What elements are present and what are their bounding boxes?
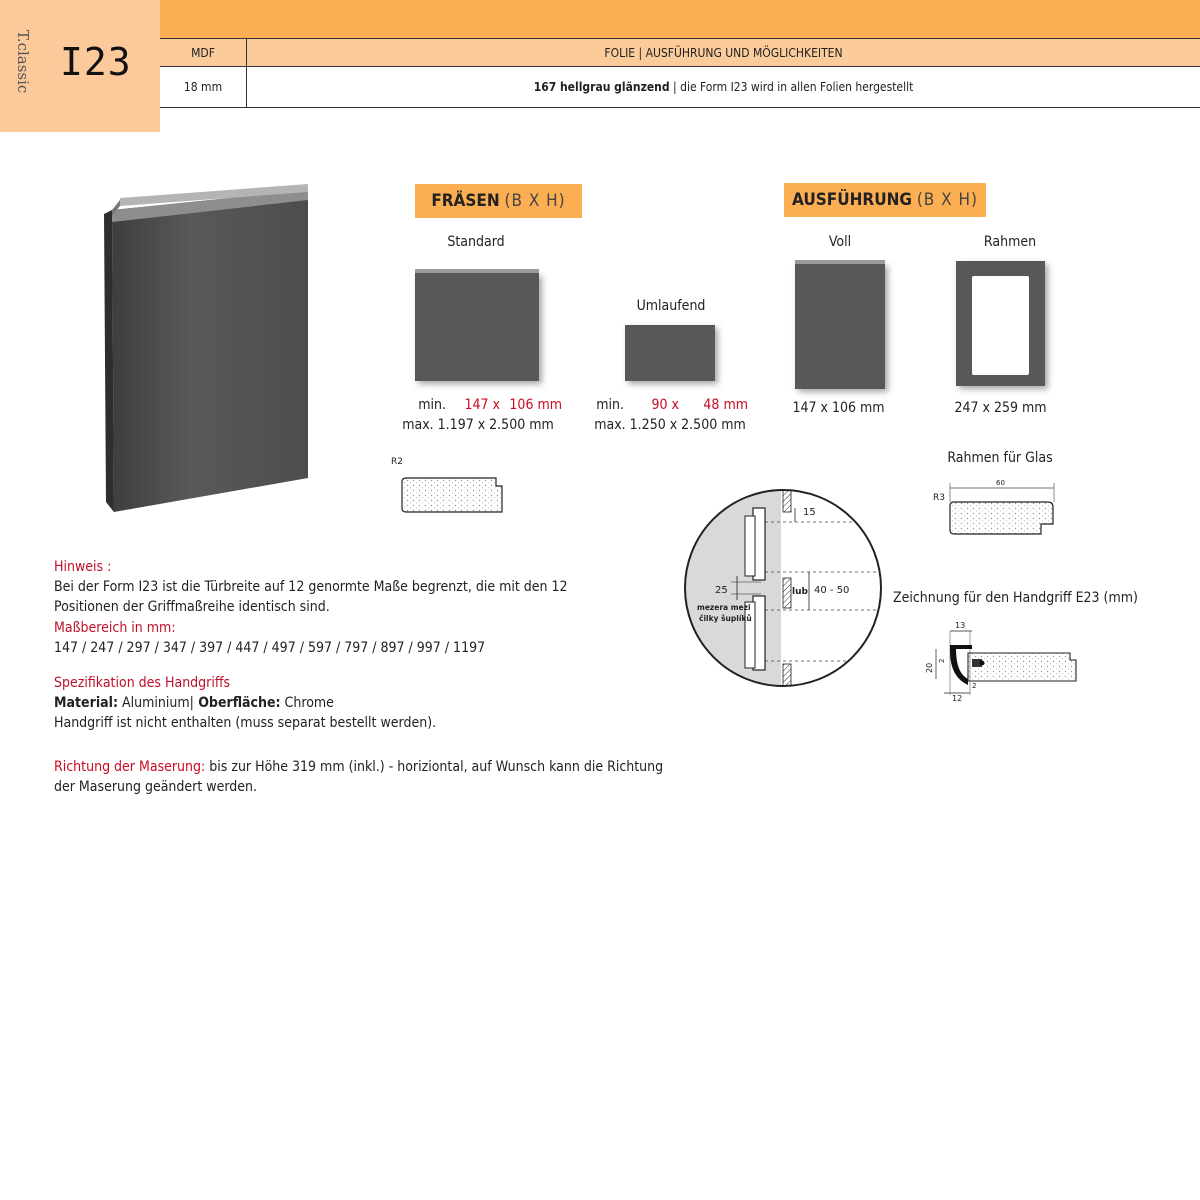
standard-label: Standard [447, 234, 505, 250]
svg-text:25: 25 [715, 585, 728, 596]
grain-direction-line-2: der Maserung geändert werden. [54, 779, 257, 795]
svg-text:13: 13 [955, 621, 966, 630]
svg-text:čilky šuplíků: čilky šuplíků [699, 614, 752, 623]
material-header: MDF [160, 39, 247, 67]
svg-text:60: 60 [996, 479, 1005, 487]
ausfuehrung-tag: AUSFÜHRUNG (B X H) [784, 183, 986, 217]
svg-text:20: 20 [925, 662, 934, 673]
drawer-gap-detail [683, 488, 883, 688]
voll-size: 147 x 106 mm [792, 400, 885, 416]
standard-max: max. 1.197 x 2.500 mm [402, 417, 554, 433]
brand-logo: T.classic [14, 30, 32, 94]
svg-text:12: 12 [952, 694, 963, 703]
hinweis-line-1: Bei der Form I23 ist die Türbreite auf 12 genormte Maße begrenzt, die mit den 12 [54, 579, 568, 595]
svg-text:R3: R3 [933, 493, 945, 503]
standard-panel [415, 273, 539, 381]
foil-header: FOLIE | AUSFÜHRUNG UND MÖGLICHKEITEN [247, 39, 1200, 67]
svg-text:mezera mezi: mezera mezi [697, 603, 751, 612]
voll-panel-edge [795, 260, 885, 264]
handle-note: Handgriff ist nicht enthalten (muss separat bestellt werden). [54, 715, 437, 731]
umlaufend-panel [625, 325, 715, 381]
svg-text:2: 2 [938, 658, 946, 663]
svg-text:40 - 50: 40 - 50 [814, 585, 850, 596]
handle-cross-section [920, 615, 1085, 710]
range-values: 147 / 247 / 297 / 347 / 397 / 447 / 497 / 597 / 797 / 897 / 997 / 1197 [54, 640, 486, 656]
spec-table-value-row [160, 67, 1200, 108]
standard-panel-edge [415, 269, 539, 273]
model-code: I23 [60, 40, 132, 84]
foil-value: 167 hellgrau glänzend | die Form I23 wird in allen Folien hergestellt [247, 67, 1200, 108]
spec-table [160, 38, 1200, 108]
svg-text:2: 2 [972, 682, 977, 690]
voll-panel [795, 263, 885, 389]
grain-direction-line-1: Richtung der Maserung: bis zur Höhe 319 mm (inkl.) - horiziontal, auf Wunsch kann die Richtung [54, 759, 664, 775]
rahmen-label: Rahmen [983, 234, 1037, 250]
handle-material: Material: Aluminium| Oberfläche: Chrome [54, 695, 334, 711]
svg-text:R2: R2 [391, 457, 403, 467]
umlaufend-min: min. 90 x 48 mm [596, 397, 748, 413]
door-product-image [100, 180, 315, 520]
umlaufend-max: max. 1.250 x 2.500 mm [594, 417, 746, 433]
handle-spec-label: Spezifikation des Handgriffs [54, 675, 231, 691]
umlaufend-label: Umlaufend [636, 298, 706, 314]
rahmen-size: 247 x 259 mm [954, 400, 1047, 416]
hinweis-line-2: Positionen der Griffmaßreihe identisch sind. [54, 599, 330, 615]
range-label: Maßbereich in mm: [54, 620, 176, 636]
spec-table-header-row [160, 39, 1200, 67]
handle-drawing-title: Zeichnung für den Handgriff E23 (mm) [893, 590, 1138, 606]
glass-frame-profile [930, 472, 1060, 542]
edge-profile-r2 [388, 454, 510, 518]
voll-label: Voll [828, 234, 852, 250]
rahmen-glass-opening [972, 276, 1029, 375]
standard-min: min. 147 x 106 mm [418, 397, 562, 413]
glass-frame-title: Rahmen für Glas [947, 450, 1053, 466]
svg-text:15: 15 [803, 507, 816, 518]
fraesen-tag: FRÄSEN (B X H) [415, 184, 582, 218]
svg-text:lub: lub [792, 587, 808, 597]
hinweis-label: Hinweis : [54, 559, 112, 575]
header-accent-bar [160, 0, 1200, 38]
thickness-value: 18 mm [160, 67, 247, 108]
